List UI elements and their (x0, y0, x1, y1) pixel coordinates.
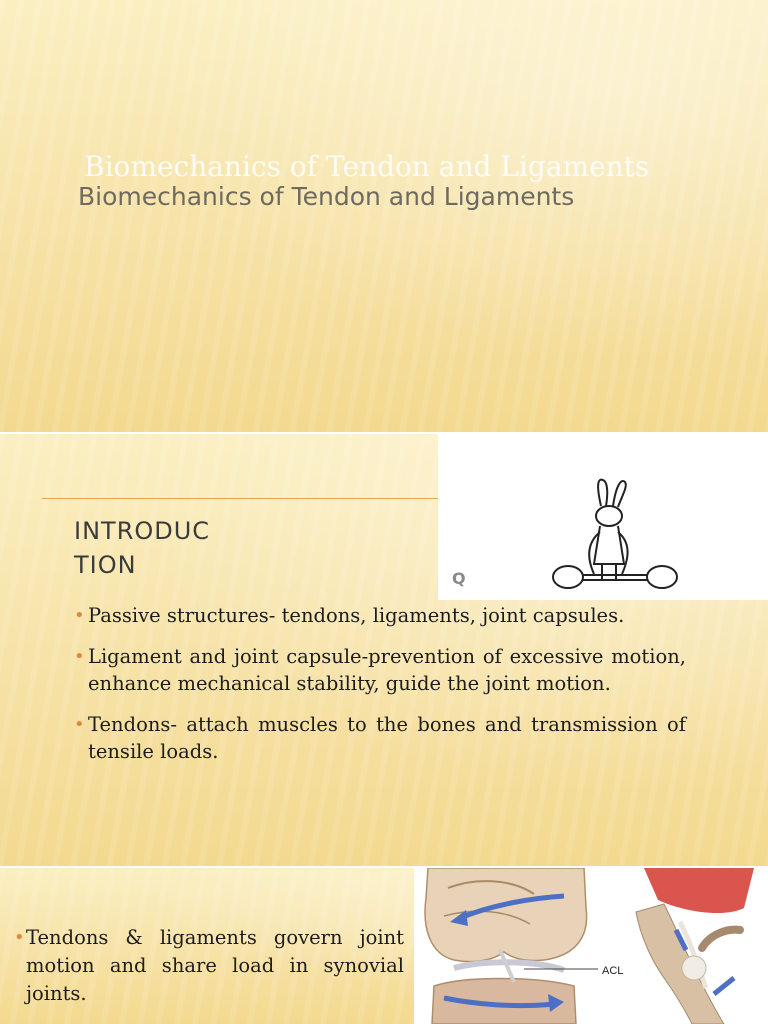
bullet-item: • Passive structures- tendons, ligaments, joint capsules. (74, 602, 686, 629)
weightlifter-illustration (438, 434, 768, 600)
figure-letter: Q (452, 569, 466, 588)
slide-title-shadow: Biomechanics of Tendon and Ligaments (84, 150, 650, 183)
knee-figure (414, 868, 768, 1024)
title-slide (0, 0, 768, 432)
left-ear (598, 480, 607, 506)
force-arrow (714, 978, 734, 994)
bullet-item: • Tendons- attach muscles to the bones and transmission of tensile loads. (74, 711, 686, 765)
right-weight (647, 566, 677, 588)
knee-joint (682, 956, 706, 980)
bullet-item: • Ligament and joint capsule-prevention of excessive motion, enhance mechanical stability, guide the joint motion. (74, 643, 686, 697)
heading-rule (42, 498, 438, 499)
introduction-slide (0, 434, 768, 866)
acl-label: ACL (602, 965, 624, 977)
joint-motion-bullets (14, 924, 404, 1008)
head (596, 506, 622, 526)
calf (702, 930, 740, 948)
slide-title: Biomechanics of Tendon and Ligaments (78, 182, 575, 211)
introduction-bullets (74, 602, 686, 779)
right-ear (613, 481, 626, 507)
body (594, 526, 624, 564)
knee-illustration (414, 868, 768, 1024)
bullet-item: • Tendons & ligaments govern joint motion and share load in synovial joints. (14, 924, 404, 1008)
weightlifter-figure (438, 434, 768, 600)
left-weight (553, 566, 583, 588)
joint-motion-slide (0, 868, 768, 1024)
introduction-heading: INTRODUC TION (74, 517, 211, 579)
